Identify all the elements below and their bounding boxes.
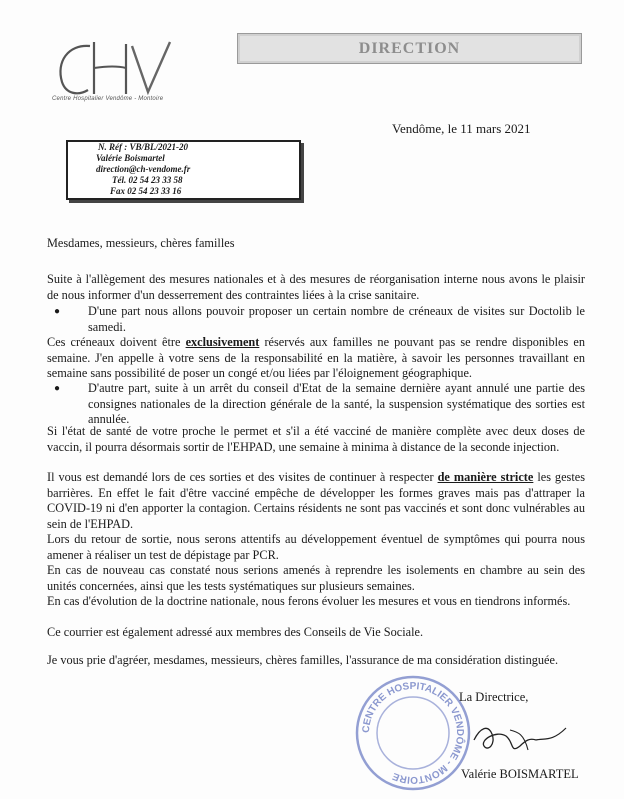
letter-date: Vendôme, le 11 mars 2021 <box>392 121 531 136</box>
department-header-box <box>237 33 582 64</box>
department-title: DIRECTION <box>358 39 461 57</box>
bullet-outings <box>54 381 585 428</box>
paragraph-new-cases: En cas de nouveau cas constaté nous serions amenés à reprendre les isolements en chambre au sein des unités concernées, ainsi que les tests systématiques sur plusieurs semaines. <box>47 563 585 593</box>
signature-name: Valérie BOISMARTEL <box>461 767 579 781</box>
closing-formula: Je vous prie d'agréer, mesdames, messieurs, chères familles, l'assurance de ma considération distinguée. <box>47 653 559 667</box>
salutation: Mesdames, messieurs, chères familles <box>47 236 235 250</box>
emphasis-maniere-stricte: de manière stricte <box>437 470 534 484</box>
reference-tel: Tél. 02 54 23 33 58 <box>112 175 183 185</box>
signature-title: La Directrice, <box>459 690 529 704</box>
paragraph-vaccination: Si l'état de santé de votre proche le permet et s'il a été vacciné de manière complète avec deux doses de vaccin, il pourra désormais sortir de l'EHPAD, une semaine à minima à distance de la seconde injection. <box>47 424 585 454</box>
bullet-text: D'une part nous allons pouvoir proposer un certain nombre de créneaux de visites sur Doctolib le samedi. <box>88 304 585 334</box>
emphasis-exclusivement: exclusivement <box>185 335 260 349</box>
paragraph-text-end: les gestes barrières. En effet le fait d'être vacciné empêche de développer les formes graves mais pas d'attraper la COVID-19 ni d'en apporter la contagion. Certains résidents ne sont pas vaccinés et sont donc vulnérables au sein de l'EHPAD. <box>47 470 585 531</box>
bullet-icon: ● <box>54 306 61 317</box>
hospital-stamp <box>352 672 474 792</box>
paragraph-text-start: Ces créneaux doivent être <box>47 335 186 349</box>
paragraph-text-end: réservés aux familles ne pouvant pas se rendre disponibles en semaine. J'en appelle à votre sens de la responsabilité en la matière, à savoir les personnes travaillant en semaine sans possibilité de poser un congé et/ou liées par l'éloignement géographique. <box>47 335 585 381</box>
reference-name: Valérie Boismartel <box>96 153 165 163</box>
logo-caption: Centre Hospitalier Vendôme - Montoire <box>52 96 164 102</box>
bullet-saturday-visits <box>54 304 585 335</box>
paragraph-intro: Suite à l'allègement des mesures nationales et à des mesures de réorganisation interne nous avons le plaisir de nous informer d'un desserrement des contraintes liées à la crise sanitaire. <box>47 272 585 302</box>
reference-fax: Fax 02 54 23 33 16 <box>110 186 182 196</box>
paragraph-symptoms: Lors du retour de sortie, nous serons attentifs au développement éventuel de symptômes qui pourra nous amener à réaliser un test de dépistage par PCR. <box>47 532 585 562</box>
paragraph-text-start: Il vous est demandé lors de ces sorties et des visites de continuer à respecter <box>47 470 438 484</box>
paragraph-cvs: Ce courrier est également adressé aux membres des Conseils de Vie Sociale. <box>47 625 424 639</box>
reference-number: N. Réf : VB/BL/2021-20 <box>98 142 188 152</box>
reference-email: direction@ch-vendome.fr <box>96 164 191 174</box>
stamp-text: CENTRE HOSPITALIER VENDÔME - MONTOIRE <box>360 680 466 786</box>
paragraph-national-doctrine: En cas d'évolution de la doctrine nationale, nous ferons évoluer les mesures et vous en tiendrons informés. <box>47 594 571 608</box>
bullet-icon: ● <box>54 383 61 394</box>
paragraph-barrier-gestures <box>47 470 585 532</box>
handwritten-signature <box>470 710 580 760</box>
paragraph-exclusive-slots <box>47 335 585 382</box>
bullet-text: D'autre part, suite à un arrêt du conseil d'Etat de la semaine dernière ayant annulé une partie des consignes nationales de la direction générale de la santé, la suspension systématique des sorties est annulée. <box>88 381 585 427</box>
